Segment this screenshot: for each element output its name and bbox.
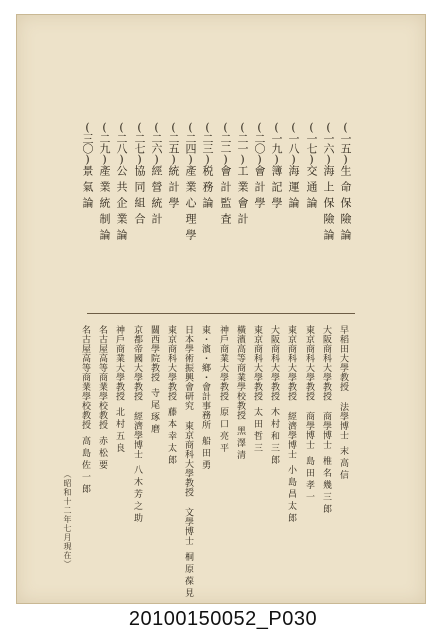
author-affiliation: 大阪商科大學教授 商學博士 [321,325,331,450]
author-name: 原口亮平 [218,407,228,455]
entry-author-column [338,325,347,482]
entry-author-column [80,325,89,496]
entry-number: (二六) [150,121,163,165]
entry-title: 簿記學 [270,165,283,213]
entry-title-column [251,121,267,213]
entry-title-column [234,121,250,229]
divider-rule [87,313,355,314]
entry-title: 產業心理學 [184,165,197,245]
entry-author-column [286,325,295,525]
author-affiliation: 早稻田大學教授 法學博士 [338,325,348,440]
date-footnote: （昭和十二年七月現在） [63,470,72,569]
entry-title: 海運論 [287,165,300,213]
entry-title: 生命保險論 [339,165,352,245]
entry-title: 協同組合 [133,165,146,229]
author-affiliation: 東・濱・鄉・會計事務所 [200,325,210,430]
author-affiliation: 神戶商業大學教授 [218,325,228,401]
author-name: 船田勇 [200,435,210,472]
entry-title-column [79,121,95,213]
entry-author-column [132,325,141,525]
author-name: 太田哲三 [252,407,262,455]
entry-number: (一九) [270,121,283,165]
entry-title-column [148,121,164,229]
entry-title-column [268,121,284,213]
entry-author-column [252,325,261,455]
entry-author-column [114,325,123,455]
entry-title: 會計監査 [219,165,232,229]
book-page [16,14,426,604]
entry-title-column [182,121,198,245]
entry-title: 景氣論 [81,165,94,213]
entry-number: (一六) [322,121,335,165]
author-name: 八木芳之助 [132,465,142,525]
author-affiliation: 日本學術振興會研究 東京商科大學教授 文學博士 [183,325,193,546]
entry-author-column [235,325,244,462]
author-name: 椎名幾三郎 [321,455,331,516]
entry-title-column [113,121,129,245]
entry-author-column [149,325,158,436]
entry-number: (二二) [219,121,232,165]
entry-number: (二八) [115,121,128,165]
entry-title: 統計學 [167,165,180,213]
author-affiliation: 東京商科大學教授 [252,325,262,401]
entry-title-column [285,121,301,213]
entry-title: 税務論 [201,165,214,213]
entry-title-column [320,121,336,245]
entry-number: (一五) [339,121,352,165]
author-name: 小島昌太郎 [286,465,296,525]
entry-title-column [131,121,147,229]
entry-number: (二四) [184,121,197,165]
entry-author-column [304,325,313,504]
entry-title-column [165,121,181,213]
entry-author-column [166,325,175,467]
entry-title: 海上保險論 [322,165,335,245]
entry-title: 公共企業論 [115,165,128,245]
entry-title: 會計學 [253,165,266,213]
entry-title-column [199,121,215,213]
entry-author-column [269,325,278,467]
author-name: 北村五良 [114,407,124,455]
author-affiliation: 京都帝國大學教授 經濟學博士 [132,325,142,459]
entry-title: 產業統制論 [98,165,111,245]
author-affiliation: 橫濱高等商業學校教授 [235,325,245,420]
author-affiliation: 東京商科大學教授 經濟學博士 [286,325,296,459]
entry-number: (二七) [133,121,146,165]
author-name: 島田孝一 [304,455,314,504]
entry-title-column [337,121,353,245]
author-name: 桐原葆見 [183,551,193,600]
entry-author-column [97,325,106,472]
author-name: 黑澤清 [235,426,245,462]
author-affiliation: 名古屋高等商業學校教授 [80,325,90,430]
entry-author-column [183,325,192,600]
entry-number: (三〇) [81,121,94,165]
entry-title: 交通論 [305,165,318,213]
entry-number: (二三) [201,121,214,165]
entry-title-column [303,121,319,213]
entry-number: (二〇) [253,121,266,165]
entry-number: (二九) [98,121,111,165]
author-name: 高島佐一郎 [80,435,90,496]
author-affiliation: 大阪商科大學教授 [269,325,279,401]
image-caption: 20100150052_P030 [128,608,318,630]
author-name: 赤松要 [97,435,107,472]
entry-title: 經營統計 [150,165,163,229]
entry-author-column [321,325,330,516]
entry-number: (二一) [236,121,249,165]
author-name: 末高信 [338,446,348,482]
entry-number: (一八) [287,121,300,165]
entry-number: (二五) [167,121,180,165]
author-name: 寺尾琢磨 [149,388,159,436]
entry-author-column [218,325,227,455]
author-affiliation: 神戶商業大學教授 [114,325,124,401]
author-affiliation: 東京商科大學教授 商學博士 [304,325,314,450]
entry-title-column [96,121,112,245]
entry-title: 工業會計 [236,165,249,229]
entry-title-column [217,121,233,229]
author-name: 藤本幸太郎 [166,407,176,467]
author-name: 木村和三郎 [269,407,279,467]
author-affiliation: 名古屋高等商業學校教授 [97,325,107,430]
entry-number: (一七) [305,121,318,165]
entry-author-column [200,325,209,472]
author-affiliation: 東京商科大學教授 [166,325,176,401]
author-affiliation: 關西學院教授 [149,325,159,382]
